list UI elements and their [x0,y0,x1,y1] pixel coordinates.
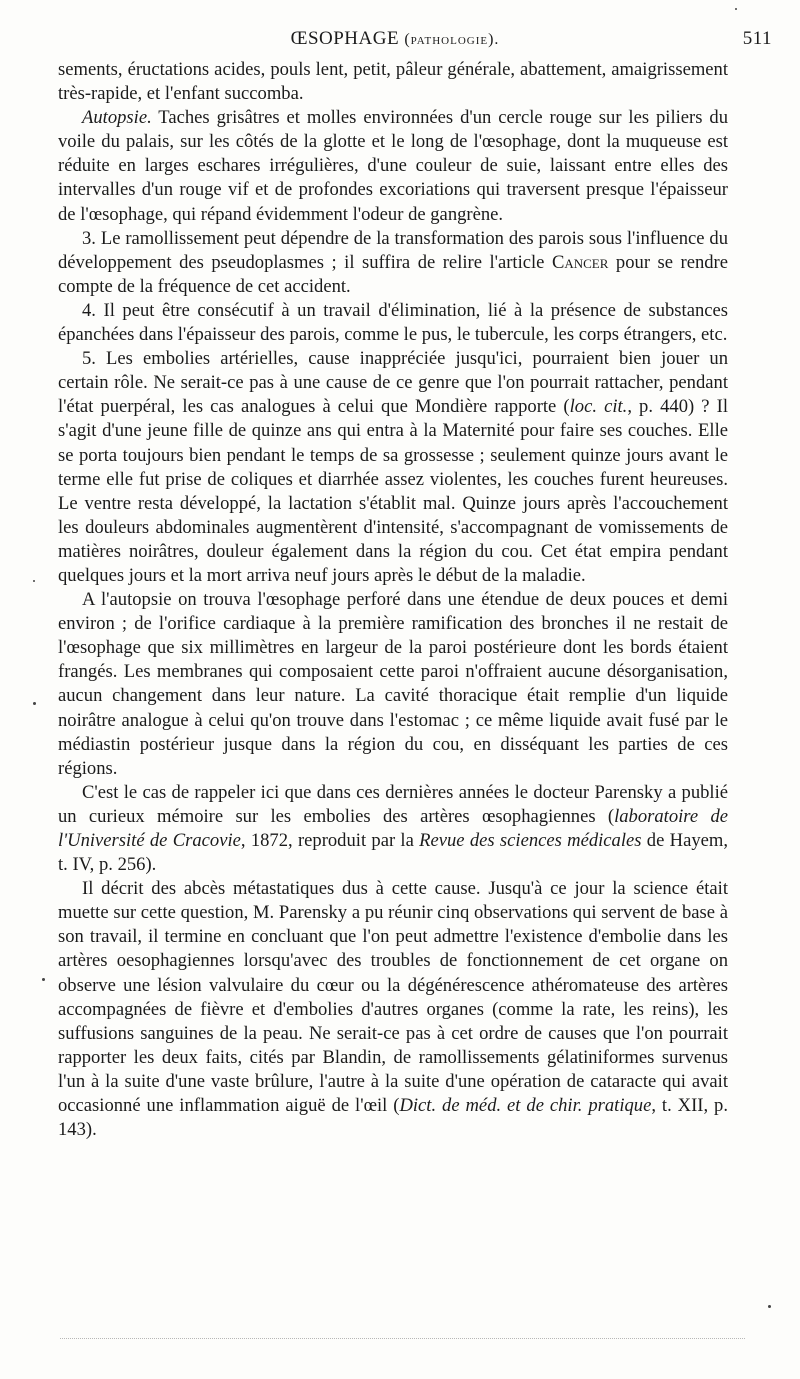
running-title [60,28,730,50]
paragraph-text: sements, éructations acides, pouls lent, petit, pâleur générale, abattement, amaigrissement très-rapide, et l'enfant succomba. [58,59,728,105]
ink-speck [735,8,737,10]
running-title-sub: (pathologie). [404,31,500,48]
paragraph-lead: Autopsie. [82,107,152,129]
ink-speck [33,580,35,582]
ink-speck [33,702,36,705]
citation: laboratoire de l'Université de Cracovie [58,805,728,851]
citation: loc. cit. [569,396,628,418]
paragraph-abscesses [58,877,728,1142]
paragraph-autopsy-findings [58,588,728,781]
running-title-main: ŒSOPHAGE [290,28,400,49]
paragraph-text: C'est le cas de rappeler ici que dans ces dernières années le docteur Parensky a publié un curieux mémoire sur les embolies des artères œsophagiennes ( [58,781,728,827]
page-body [58,58,728,1142]
citation: Dict. de méd. et de chir. pratique [399,1095,652,1117]
paragraph-item-4 [58,299,728,347]
paragraph-text: 3. Le ramollissement peut dépendre de la transformation des parois sous l'influence du développement des pseudoplasmes ; il suffira de relire l'article [58,227,728,273]
article-reference: Cancer [551,251,609,273]
page-number: 511 [742,28,772,49]
paragraph-autopsy [58,106,728,226]
citation: Revue des sciences médicales [419,830,642,851]
running-header [60,28,772,54]
paragraph-text: A l'autopsie on trouva l'œsophage perforé dans une étendue de deux pouces et demi environ ; de l'orifice cardiaque à la première ramification des bronches il ne restait de l'œsophage que six millimètres en largeur de la paroi postérieure dont les bords étaient frangés. Les membranes qui composaient cette paroi n'offraient aucune désorganisation, aucun changement dans leur nature. La cavité thoracique était remplie d'un liquide noirâtre analogue à celui qu'on trouve dans l'estomac ; ce même liquide avait fusé par le médiastin postérieur jusque dans la région du cou, en disséquant les parties de ces régions. [58,589,728,779]
bottom-dotted-rule [60,1338,745,1341]
paragraph-parensky [58,781,728,877]
paragraph-item-5 [58,347,728,588]
paragraph-item-3 [58,227,728,299]
paragraph-text: 4. Il peut être consécutif à un travail d'élimination, lié à la présence de substances épanchées dans l'épaisseur des parois, comme le pus, le tubercule, les corps étrangers, etc. [58,299,728,346]
ink-speck [768,1305,771,1308]
paragraph-text: , t. XII, p. 143). [58,1095,728,1141]
paragraph-continuation [58,58,728,106]
ink-speck [42,978,45,981]
paragraph-text: , 1872, reproduit par la [240,830,420,851]
paragraph-text: de Hayem, t. IV, p. 256). [58,830,728,876]
paragraph-text: Taches grisâtres et molles environnées d'un cercle rouge sur les piliers du voile du palais, sur les côtés de la glotte et le long de l'œsophage, dont la muqueuse est réduite en larges eschares irrégulières, d'une couleur de suie, laissant entre elles des intervalles d'un rouge vif et de profondes excoriations qui traversent presque l'épaisseur de l'œsophage, qui répand évidemment l'odeur de gangrène. [58,107,728,225]
paragraph-text: 5. Les embolies artérielles, cause inappréciée jusqu'ici, pourraient bien jouer un certain rôle. Ne serait-ce pas à une cause de ce genre que l'on pourrait rattacher, pendant l'état puerpéral, les cas analogues à celui que Mondière rapporte ( [58,348,728,418]
paragraph-text: pour se rendre compte de la fréquence de cet accident. [58,251,728,297]
paragraph-text: Il décrit des abcès métastatiques dus à cette cause. Jusqu'à ce jour la science était muette sur cette question, M. Parensky a pu réunir cinq observations qui servent de base à son travail, il termine en concluant que l'on peut admettre l'existence d'embolie dans les artères oesophagiennes lorsqu'avec des troubles de fonctionnement de cet organe on observe une lésion valvulaire du cœur ou la dégénérescence athéromateuse des artères accompagnées de fièvre et d'embolies d'autres organes (comme la rate, les reins), les suffusions sanguines de la peau. Ne serait-ce pas à cet ordre de causes que l'on pourrait rapporter les deux faits, cités par Blandin, de ramollissements gélatiniformes survenus l'un à la suite d'une vaste brûlure, l'autre à la suite d'une opération de cataracte qui avait occasionné une inflammation aiguë de l'œil ( [58,878,728,1117]
paragraph-text: , p. 440) ? Il s'agit d'une jeune fille de quinze ans qui entra à la Maternité pour faire ses couches. Elle se porta toujours bien pendant le temps de sa grossesse ; seulement quinze jours avant le terme elle fut prise de coliques et diarrhée assez violentes, les couches furent heureuses. Le ventre resta développé, la lactation s'établit mal. Quinze jours après l'accouchement les douleurs abdominales augmentèrent d'intensité, s'accompagnant de vomissements de matières noirâtres, douleur également dans la région du cou. Cet état empira pendant quelques jours et la mort arriva neuf jours après le début de la maladie. [58,396,728,586]
